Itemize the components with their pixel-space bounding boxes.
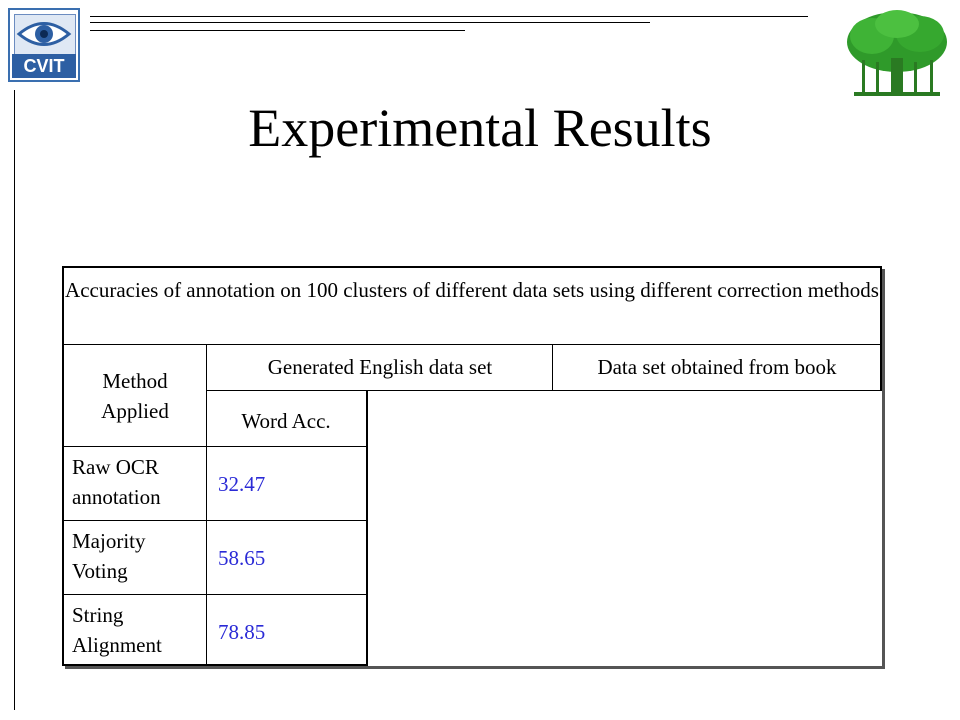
group-header: Data set obtained from book <box>597 355 837 379</box>
page-title: Experimental Results <box>248 98 712 158</box>
method-label: Majority Voting <box>72 529 146 583</box>
method-header: Method Applied <box>101 369 169 423</box>
table-rule <box>552 344 553 390</box>
tree-logo-icon <box>842 8 952 100</box>
header-rule <box>90 30 465 31</box>
header-rule <box>90 22 650 23</box>
word-acc-value: 32.47 <box>218 472 266 496</box>
word-acc-value: 58.65 <box>218 546 266 570</box>
cvit-logo <box>8 8 80 82</box>
side-rule <box>14 90 15 710</box>
blank-region <box>366 390 882 666</box>
method-label: String Alignment <box>72 603 162 657</box>
table-rule <box>64 344 880 345</box>
method-label: Raw OCR annotation <box>72 455 161 509</box>
word-acc-value: 78.85 <box>218 620 266 644</box>
table-rule <box>64 594 366 595</box>
table-caption: Accuracies of annotation on 100 clusters of different data sets using different correction methods <box>65 278 879 302</box>
group-header: Generated English data set <box>267 355 493 379</box>
table-rule <box>64 520 366 521</box>
table-rule <box>64 446 366 447</box>
header-rule <box>90 16 808 17</box>
results-table <box>62 266 882 666</box>
sub-header: Word Acc. <box>241 409 331 433</box>
eye-icon <box>14 14 76 56</box>
logo-text: CVIT <box>12 54 76 78</box>
table-rule <box>206 344 207 666</box>
